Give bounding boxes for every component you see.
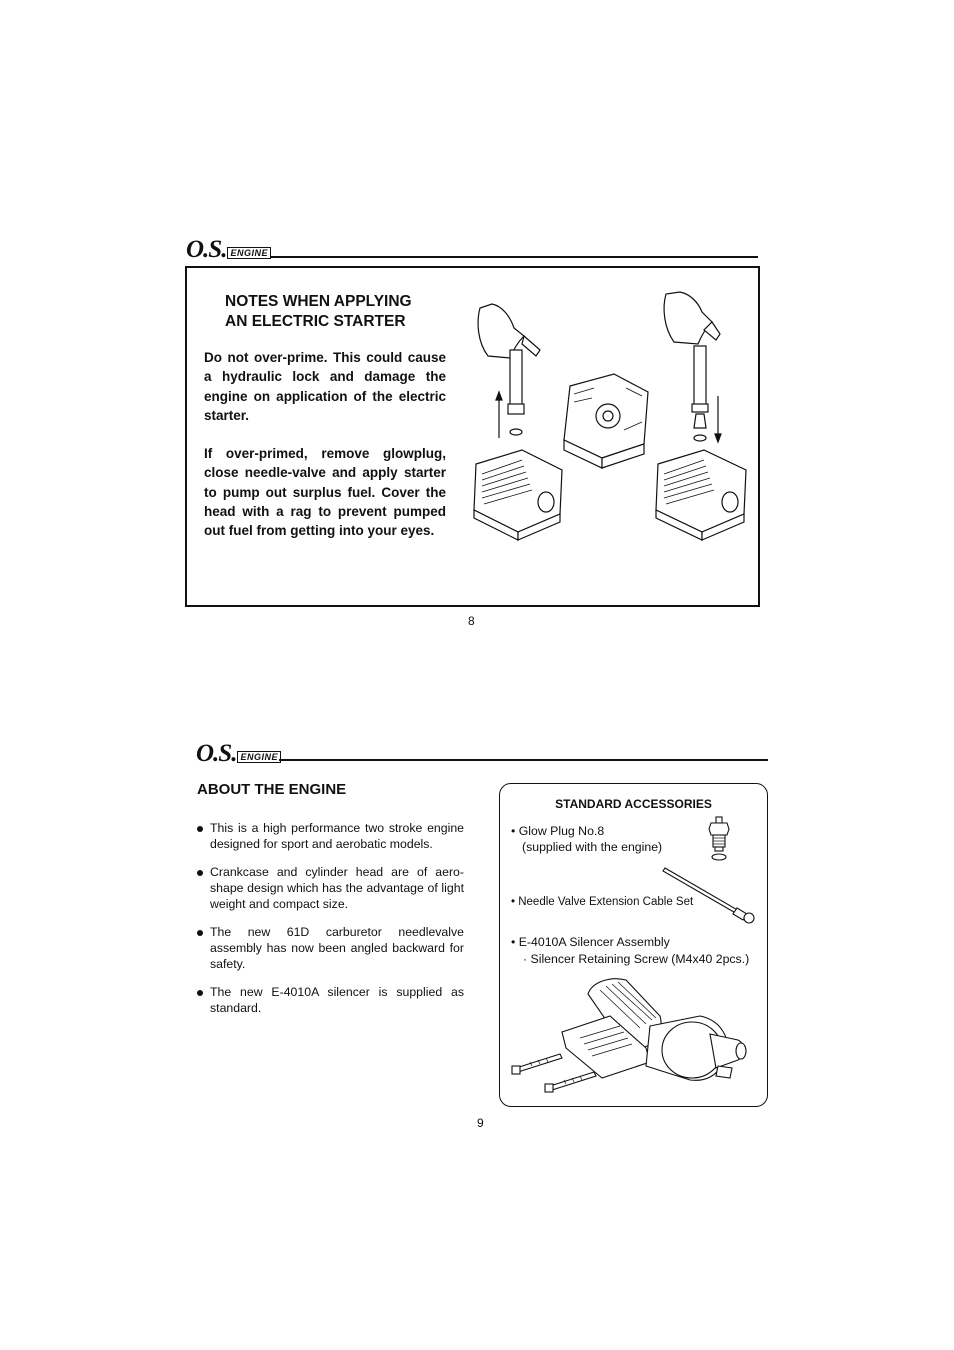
engine-features-list [196, 820, 464, 1028]
about-engine-title: ABOUT THE ENGINE [197, 781, 347, 798]
over-primed-instructions: If over-primed, remove glowplug, close needle-valve and apply starter to pump out surplus fuel. Cover the head with a rag to prevent pumped out fuel from getting into your eyes. [204, 446, 446, 539]
over-prime-warning: Do not over-prime. This could cause a hydraulic lock and damage the engine on application of the electric starter. [204, 350, 446, 423]
notes-title [225, 292, 412, 332]
logo-sub: ENGINE [227, 247, 271, 259]
header-rule [270, 256, 758, 258]
logo-brand: O.S. [196, 740, 237, 767]
list-item: Crankcase and cylinder head are of aero-shape design which has the advantage of light weight and compact size. [196, 864, 464, 912]
cylinder-head-illustration [462, 288, 758, 540]
list-item: The new E-4010A silencer is supplied as standard. [196, 984, 464, 1016]
page-number-9: 9 [477, 1116, 484, 1130]
accessories-title: STANDARD ACCESSORIES [555, 797, 712, 811]
list-item: This is a high performance two stroke engine designed for sport and aerobatic models. [196, 820, 464, 852]
page-number-8: 8 [468, 614, 475, 628]
glow-plug-icon [707, 815, 731, 861]
logo-brand: O.S. [186, 236, 227, 263]
silencer-screw-label: · Silencer Retaining Screw (M4x40 2pcs.) [523, 952, 750, 966]
logo-sub: ENGINE [237, 751, 281, 763]
bullet-icon [197, 870, 203, 876]
needle-cable-label: • Needle Valve Extension Cable Set [511, 896, 694, 908]
os-engine-logo [186, 236, 271, 263]
bullet-icon [197, 990, 203, 996]
bullet-icon [197, 826, 203, 832]
silencer-label: • E-4010A Silencer Assembly [511, 935, 670, 949]
header-rule-2 [279, 759, 768, 761]
notes-title-line1: NOTES WHEN APPLYING [225, 293, 412, 310]
glow-plug-label: • Glow Plug No.8 [511, 824, 605, 838]
os-engine-logo-2 [196, 740, 281, 767]
notes-title-line2: AN ELECTRIC STARTER [225, 313, 406, 330]
bullet-icon [197, 930, 203, 936]
list-item: The new 61D carburetor needlevalve assembly has now been angled backward for safety. [196, 924, 464, 972]
silencer-assembly-illustration [510, 976, 750, 1098]
glow-plug-note: (supplied with the engine) [522, 840, 663, 854]
needle-cable-icon [663, 866, 757, 926]
